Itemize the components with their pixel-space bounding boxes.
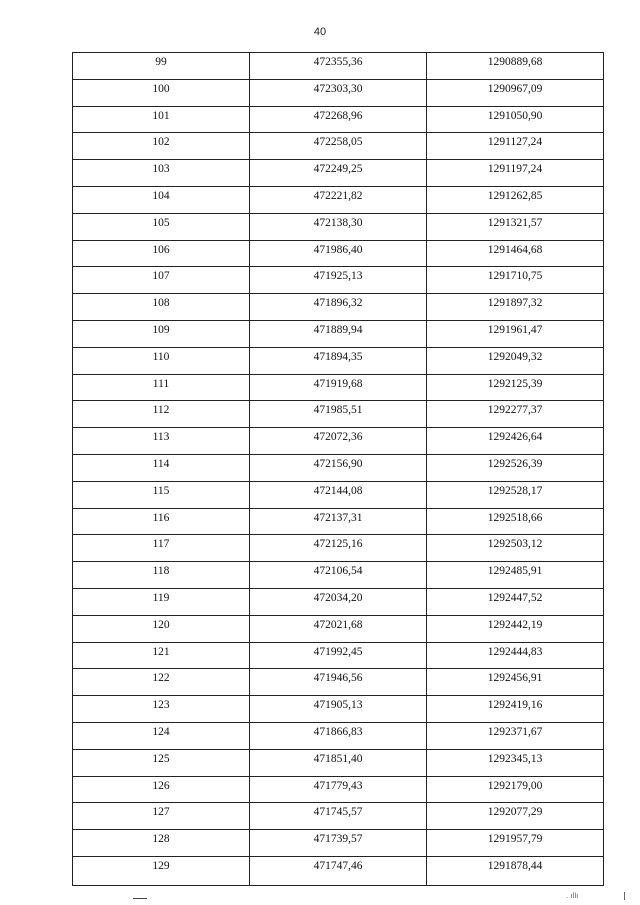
y-coordinate-cell: 1291197,24 [427,160,604,187]
y-coordinate-cell: 1291050,90 [427,106,604,133]
table-row [73,535,604,562]
table-row [73,803,604,830]
x-coordinate-cell: 472258,05 [250,133,427,160]
point-number-cell: 109 [73,320,250,347]
x-coordinate-cell: 472249,25 [250,160,427,187]
y-coordinate-cell: 1291878,44 [427,856,604,885]
point-number-cell: 117 [73,535,250,562]
point-number-cell: 104 [73,186,250,213]
x-coordinate-cell: 471946,56 [250,669,427,696]
point-number-cell: 128 [73,830,250,857]
table-row [73,749,604,776]
table-row [73,454,604,481]
table-row [73,53,604,80]
y-coordinate-cell: 1291957,79 [427,830,604,857]
table-row [73,830,604,857]
y-coordinate-cell: 1291710,75 [427,267,604,294]
point-number-cell: 126 [73,776,250,803]
point-number-cell: 106 [73,240,250,267]
x-coordinate-cell: 471747,46 [250,856,427,885]
point-number-cell: 100 [73,79,250,106]
x-coordinate-cell: 471905,13 [250,696,427,723]
point-number-cell: 123 [73,696,250,723]
x-coordinate-cell: 471889,94 [250,320,427,347]
table-row [73,347,604,374]
y-coordinate-cell: 1290889,68 [427,53,604,80]
point-number-cell: 129 [73,856,250,885]
table-row [73,856,604,885]
table-row [73,186,604,213]
table-row [73,374,604,401]
table-row [73,213,604,240]
scan-artifact-text: . ıllı [566,892,579,900]
point-number-cell: 111 [73,374,250,401]
point-number-cell: 110 [73,347,250,374]
table-row [73,79,604,106]
table-row [73,615,604,642]
x-coordinate-cell: 472125,16 [250,535,427,562]
scan-dash-mark [133,898,147,899]
table-row [73,106,604,133]
point-number-cell: 101 [73,106,250,133]
y-coordinate-cell: 1292444,83 [427,642,604,669]
table-row [73,267,604,294]
y-coordinate-cell: 1292371,67 [427,722,604,749]
y-coordinate-cell: 1292485,91 [427,562,604,589]
y-coordinate-cell: 1292503,12 [427,535,604,562]
y-coordinate-cell: 1292277,37 [427,401,604,428]
x-coordinate-cell: 471866,83 [250,722,427,749]
point-number-cell: 122 [73,669,250,696]
x-coordinate-cell: 472221,82 [250,186,427,213]
y-coordinate-cell: 1292442,19 [427,615,604,642]
table-row [73,722,604,749]
point-number-cell: 127 [73,803,250,830]
y-coordinate-cell: 1292518,66 [427,508,604,535]
x-coordinate-cell: 472106,54 [250,562,427,589]
x-coordinate-cell: 472355,36 [250,53,427,80]
point-number-cell: 105 [73,213,250,240]
point-number-cell: 116 [73,508,250,535]
y-coordinate-cell: 1292125,39 [427,374,604,401]
x-coordinate-cell: 471985,51 [250,401,427,428]
point-number-cell: 115 [73,481,250,508]
point-number-cell: 119 [73,588,250,615]
point-number-cell: 102 [73,133,250,160]
y-coordinate-cell: 1291262,85 [427,186,604,213]
point-number-cell: 124 [73,722,250,749]
y-coordinate-cell: 1292077,29 [427,803,604,830]
point-number-cell: 113 [73,428,250,455]
point-number-cell: 114 [73,454,250,481]
table-row [73,669,604,696]
y-coordinate-cell: 1290967,09 [427,79,604,106]
point-number-cell: 125 [73,749,250,776]
point-number-cell: 118 [73,562,250,589]
y-coordinate-cell: 1291321,57 [427,213,604,240]
table-row [73,562,604,589]
coordinates-table-body [73,53,604,886]
table-row [73,508,604,535]
table-row [73,428,604,455]
y-coordinate-cell: 1292456,91 [427,669,604,696]
y-coordinate-cell: 1292526,39 [427,454,604,481]
table-row [73,642,604,669]
point-number-cell: 103 [73,160,250,187]
x-coordinate-cell: 471992,45 [250,642,427,669]
y-coordinate-cell: 1291464,68 [427,240,604,267]
coordinates-table [72,52,604,886]
x-coordinate-cell: 472072,36 [250,428,427,455]
table-row [73,133,604,160]
y-coordinate-cell: 1292447,52 [427,588,604,615]
x-coordinate-cell: 471851,40 [250,749,427,776]
y-coordinate-cell: 1292345,13 [427,749,604,776]
table-row [73,294,604,321]
x-coordinate-cell: 472303,30 [250,79,427,106]
point-number-cell: 112 [73,401,250,428]
y-coordinate-cell: 1291127,24 [427,133,604,160]
point-number-cell: 121 [73,642,250,669]
x-coordinate-cell: 472034,20 [250,588,427,615]
table-row [73,240,604,267]
x-coordinate-cell: 472021,68 [250,615,427,642]
x-coordinate-cell: 471739,57 [250,830,427,857]
y-coordinate-cell: 1291961,47 [427,320,604,347]
y-coordinate-cell: 1292528,17 [427,481,604,508]
y-coordinate-cell: 1291897,32 [427,294,604,321]
table-row [73,481,604,508]
x-coordinate-cell: 471894,35 [250,347,427,374]
table-row [73,160,604,187]
x-coordinate-cell: 471896,32 [250,294,427,321]
y-coordinate-cell: 1292179,00 [427,776,604,803]
page-number: 40 [313,26,327,38]
x-coordinate-cell: 472268,96 [250,106,427,133]
x-coordinate-cell: 472156,90 [250,454,427,481]
y-coordinate-cell: 1292419,16 [427,696,604,723]
table-row [73,320,604,347]
table-row [73,696,604,723]
y-coordinate-cell: 1292049,32 [427,347,604,374]
x-coordinate-cell: 472138,30 [250,213,427,240]
scan-edge-mark [624,892,625,900]
x-coordinate-cell: 471925,13 [250,267,427,294]
table-row [73,588,604,615]
point-number-cell: 120 [73,615,250,642]
point-number-cell: 99 [73,53,250,80]
x-coordinate-cell: 471919,68 [250,374,427,401]
x-coordinate-cell: 471986,40 [250,240,427,267]
x-coordinate-cell: 471745,57 [250,803,427,830]
table-row [73,401,604,428]
x-coordinate-cell: 471779,43 [250,776,427,803]
x-coordinate-cell: 472137,31 [250,508,427,535]
point-number-cell: 107 [73,267,250,294]
x-coordinate-cell: 472144,08 [250,481,427,508]
y-coordinate-cell: 1292426,64 [427,428,604,455]
point-number-cell: 108 [73,294,250,321]
footer-scan-marks [0,892,640,902]
table-row [73,776,604,803]
